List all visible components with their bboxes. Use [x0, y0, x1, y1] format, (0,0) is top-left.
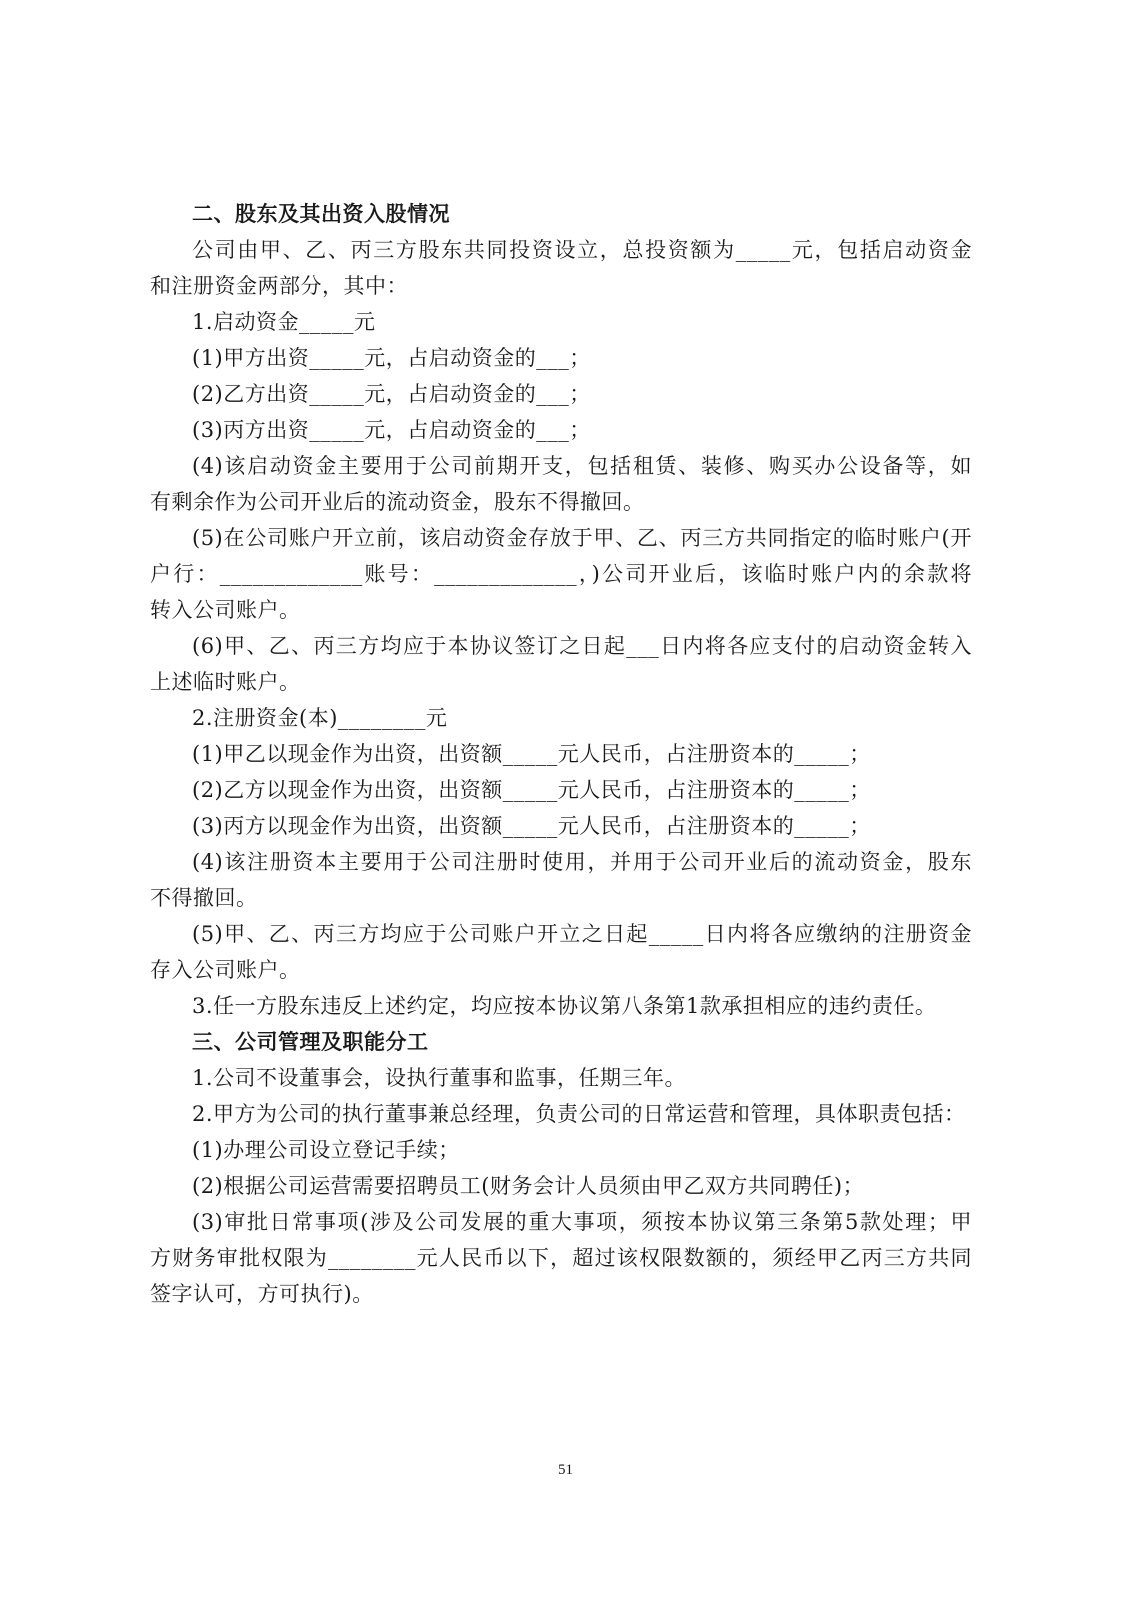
paragraph-line: (4)该启动资金主要用于公司前期开支，包括租赁、装修、购买办公设备等，如 — [192, 454, 972, 478]
clause-startup-capital: 1.启动资金_____元 — [192, 310, 376, 334]
paragraph-line: 转入公司账户。 — [150, 598, 301, 622]
paragraph-line: 户行：_____________账号：_____________，)公司开业后，该临时账户内的余款将 — [150, 562, 972, 586]
paragraph-line: 公司由甲、乙、丙三方股东共同投资设立，总投资额为_____元，包括启动资金 — [192, 238, 972, 262]
clause-item: 1.公司不设董事会，设执行董事和监事，任期三年。 — [192, 1066, 687, 1090]
clause-breach: 3.任一方股东违反上述约定，均应按本协议第八条第1款承担相应的违约责任。 — [192, 994, 937, 1018]
clause-item: (2)乙方以现金作为出资，出资额_____元人民币，占注册资本的_____； — [192, 778, 871, 802]
paragraph-line: 有剩余作为公司开业后的流动资金，股东不得撤回。 — [150, 490, 645, 514]
clause-item: 2.甲方为公司的执行董事兼总经理，负责公司的日常运营和管理，具体职责包括： — [192, 1102, 966, 1126]
section-heading-shareholders: 二、股东及其出资入股情况 — [192, 201, 450, 226]
paragraph-line: 上述临时账户。 — [150, 670, 301, 694]
paragraph-line: (6)甲、乙、丙三方均应于本协议签订之日起___日内将各应支付的启动资金转入 — [192, 634, 972, 658]
paragraph-line: (5)在公司账户开立前，该启动资金存放于甲、乙、丙三方共同指定的临时账户(开 — [192, 526, 972, 550]
section-heading-management: 三、公司管理及职能分工 — [192, 1029, 429, 1054]
clause-item: (2)根据公司运营需要招聘员工(财务会计人员须由甲乙双方共同聘任)； — [192, 1174, 865, 1198]
clause-item: (3)丙方以现金作为出资，出资额_____元人民币，占注册资本的_____； — [192, 814, 871, 838]
paragraph-line: 和注册资金两部分，其中： — [150, 274, 408, 298]
paragraph-line: (3)审批日常事项(涉及公司发展的重大事项，须按本协议第三条第5款处理；甲 — [192, 1210, 972, 1234]
paragraph-line: (4)该注册资本主要用于公司注册时使用，并用于公司开业后的流动资金，股东 — [192, 850, 972, 874]
page-number: 51 — [558, 1462, 573, 1478]
paragraph-line: (5)甲、乙、丙三方均应于公司账户开立之日起_____日内将各应缴纳的注册资金 — [192, 922, 972, 946]
document-body — [150, 196, 972, 1312]
clause-item: (1)办理公司设立登记手续； — [192, 1138, 460, 1162]
clause-item: (1)甲方出资_____元，占启动资金的___； — [192, 346, 591, 370]
paragraph-line: 方财务审批权限为________元人民币以下，超过该权限数额的，须经甲乙丙三方共同 — [150, 1246, 972, 1270]
paragraph-line: 存入公司账户。 — [150, 958, 301, 982]
clause-item: (2)乙方出资_____元，占启动资金的___； — [192, 382, 591, 406]
paragraph-line: 不得撤回。 — [150, 886, 258, 910]
paragraph-line: 签字认可，方可执行)。 — [150, 1282, 374, 1306]
clause-item: (3)丙方出资_____元，占启动资金的___； — [192, 418, 591, 442]
clause-item: (1)甲乙以现金作为出资，出资额_____元人民币，占注册资本的_____； — [192, 742, 871, 766]
clause-registered-capital: 2.注册资金(本)________元 — [192, 706, 448, 730]
